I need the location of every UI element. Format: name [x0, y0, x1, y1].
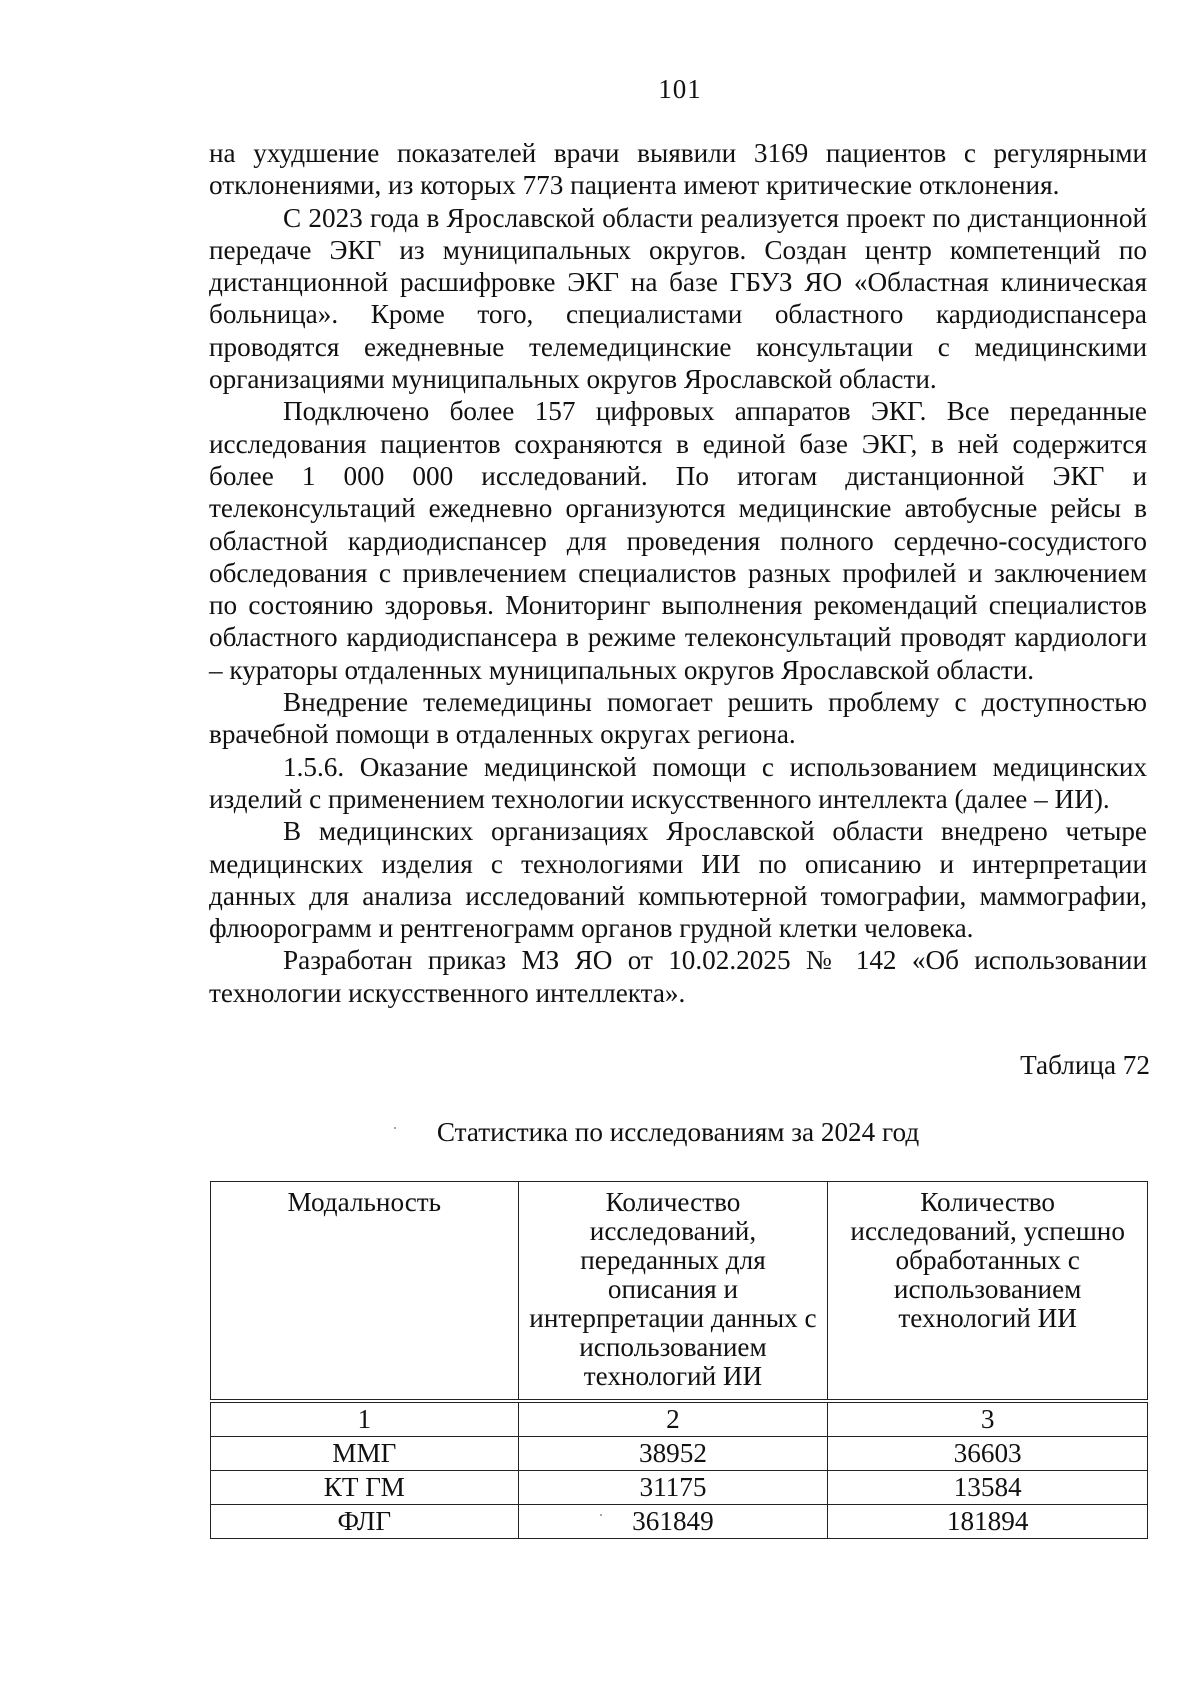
cell-submitted: 38952 [518, 1437, 828, 1471]
column-number: 2 [518, 1401, 828, 1437]
table-row [211, 1437, 1148, 1471]
cell-processed: 181894 [828, 1505, 1148, 1539]
page-number: 101 [658, 74, 702, 104]
paragraph: С 2023 года в Ярославской области реализуется проект по дистанционной передаче ЭКГ из муниципальных округов. Создан центр компетенций по дистанционной расшифровке ЭКГ на базе ГБУЗ ЯО «Областная клиническая больница». Кроме того, специалистами областного кардиодиспансера проводятся ежедневные телемедицинские консультации с медицинскими организациями муниципальных округов Ярославской области. [209, 202, 1147, 395]
column-number: 1 [211, 1401, 519, 1437]
table-row [211, 1505, 1148, 1539]
table-title: Статистика по исследованиям за 2024 год [436, 1117, 920, 1147]
table-row [211, 1471, 1148, 1505]
section-heading-paragraph: 1.5.6. Оказание медицинской помощи с использованием медицинских изделий с применением технологии искусственного интеллекта (далее – ИИ). [209, 751, 1147, 814]
paragraph: В медицинских организациях Ярославской области внедрено четыре медицинских изделия с технологиями ИИ по описанию и интерпретации данных для анализа исследований компьютерной томографии, маммографии, флюорограмм и рентгенограмм органов грудной клетки человека. [209, 816, 1147, 944]
paragraph: Внедрение телемедицины помогает решить проблему с доступностью врачебной помощи в отдаленных округах региона. [209, 687, 1147, 750]
paragraph: на ухудшение показателей врачи выявили 3169 пациентов с регулярными отклонениями, из которых 773 пациента имеют критические отклонения. [209, 138, 1147, 201]
paragraph: Подключено более 157 цифровых аппаратов ЭКГ. Все переданные исследования пациентов сохраняются в единой базе ЭКГ, в ней содержится более 1 000 000 исследований. По итогам дистанционной ЭКГ и телеконсультаций ежедневно организуются медицинские автобусные рейсы в областной кардиодиспансер для проведения полного сердечно-сосудистого обследования с привлечением специалистов разных профилей и заключением по состоянию здоровья. Мониторинг выполнения рекомендаций специалистов областного кардиодиспансера в режиме телеконсультаций проводят кардиологи – кураторы отдаленных муниципальных округов Ярославской области. [209, 396, 1147, 685]
cell-processed: 36603 [828, 1437, 1148, 1471]
header-modality: Модальность [211, 1182, 519, 1402]
cell-submitted: 31175 [518, 1471, 828, 1505]
paragraph: Разработан приказ МЗ ЯО от 10.02.2025 № 142 «Об использовании технологии искусственного интеллекта». [209, 945, 1147, 1008]
header-submitted: Количество исследований, переданных для описания и интерпретации данных с использованием технологий ИИ [518, 1182, 828, 1402]
body-text [209, 137, 1147, 1009]
column-number-row [211, 1401, 1148, 1437]
cell-processed: 13584 [828, 1471, 1148, 1505]
cell-submitted: 361849 [518, 1505, 828, 1539]
table-label: Таблица 72 [1020, 1050, 1150, 1080]
scan-speck [600, 1514, 602, 1516]
header-processed: Количество исследований, успешно обработанных с использованием технологий ИИ [828, 1182, 1148, 1402]
cell-modality: ММГ [211, 1437, 519, 1471]
cell-modality: ФЛГ [211, 1505, 519, 1539]
scan-speck [394, 1127, 396, 1129]
column-number: 3 [828, 1401, 1148, 1437]
table-header-row [211, 1182, 1148, 1402]
cell-modality: КТ ГМ [211, 1471, 519, 1505]
statistics-table [210, 1181, 1148, 1539]
